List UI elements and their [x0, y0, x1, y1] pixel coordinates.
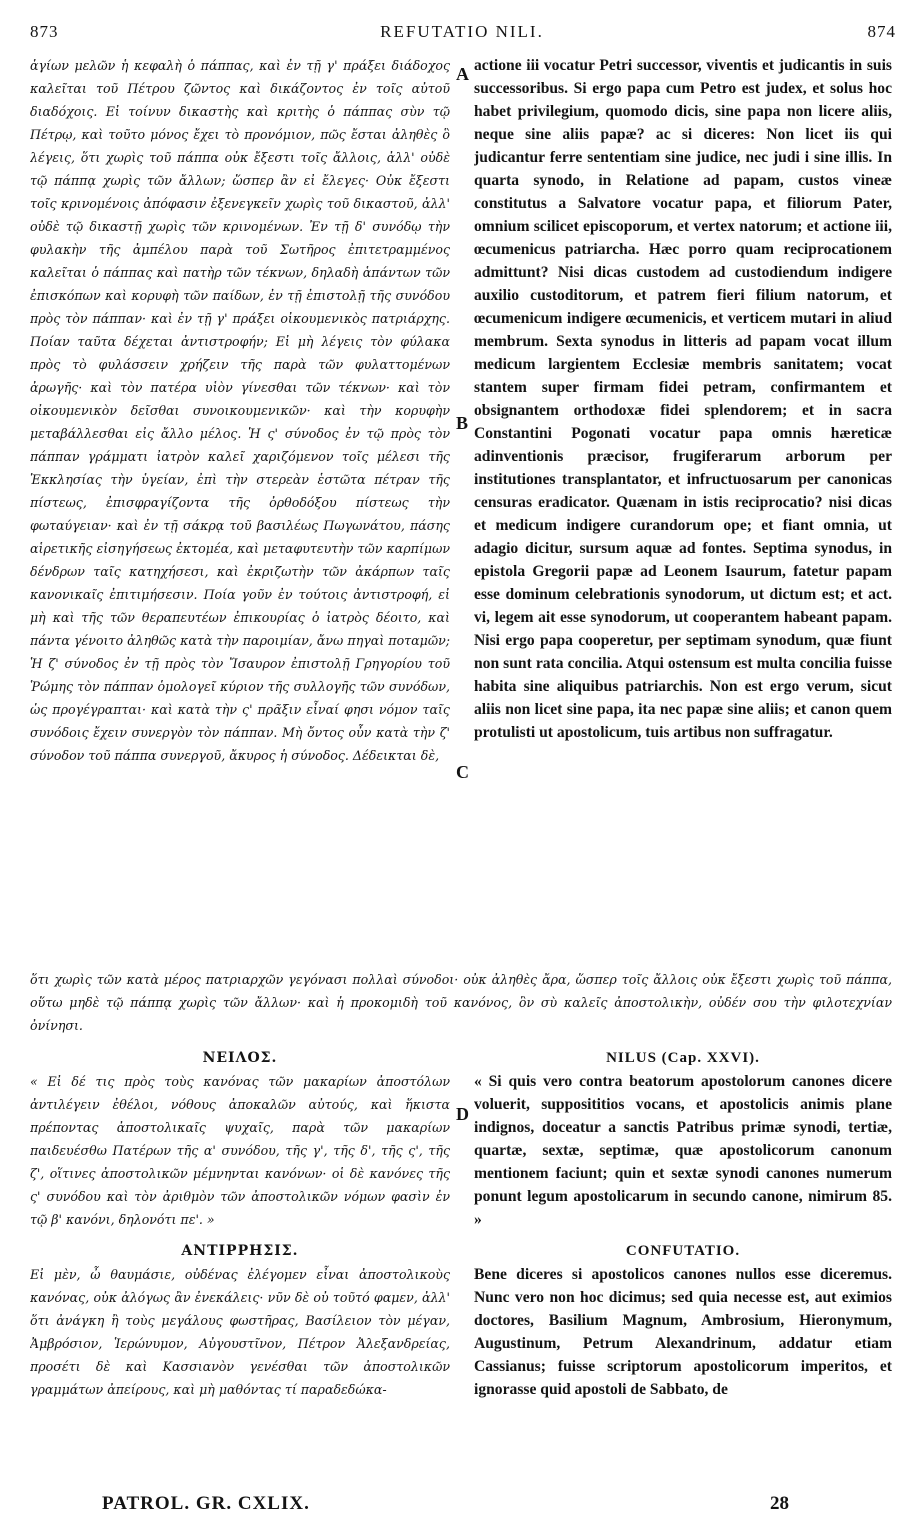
greek-wide-paragraph: ὅτι χωρὶς τῶν κατὰ μέρος πατριαρχῶν γεγόνασι πολλαὶ σύνοδοι· οὐκ ἀληθὲς ἄρα, ὥσπερ τοῖς ἄλλοις οὐκ ἔξεστι χωρὶς τοῦ πάππα, οὕτω μηδὲ τῷ πάππᾳ χωρὶς τῶν ἄλλων· καὶ ἡ προκομιδὴ τοῦ κανόνος, ὃν σὺ καλεῖς ἀποστολικὴν, οὐδέν σου τὴν φιλοτεχνίαν ὀνίνησι.: [30, 972, 892, 1033]
latin-column-bottom: [474, 1046, 892, 1486]
neilos-text: « Εἰ δέ τις πρὸς τοὺς κανόνας τῶν μακαρίων ἀποστόλων ἀντιλέγειν ἐθέλοι, νόθους ἀποκαλῶν αὐτούς, καὶ ἥκιστα πρέποντας ἀποστολικαῖς ψυχαῖς, παρὰ τῶν μακαρίων παιδευέσθω Πατέρων τῆς α' συνόδου, τῆς γ', τῆς δ', τῆς ς', τῆς ζ', οἵτινες ἀποστολικῶν μέμνηνται κανόνων· οἱ δὲ κανόνες τῆς ς' συνόδου καὶ τὸν ἀριθμὸν τῶν ἀποστολικῶν νόμων φασὶν ἐν τῷ β' κανόνι, δηλονότι πε'. »: [30, 1074, 450, 1227]
nilus-text: « Si quis vero contra beatorum apostolorum canones dicere voluerit, supposititios vocans, et apostolicis animis plane indignos, doceatur a sanctis Patribus primæ synodi, tertiæ, quartæ, sextæ, septimæ, quæ apostolicorum canonum mentionem faciunt; quin et sextæ synodi canones numerum ponunt legum apostolicarum in secundo canone, nimirum 85. »: [474, 1073, 892, 1228]
section-title-neilos: ΝΕΙΛΟΣ.: [202, 1050, 278, 1066]
section-title-antirrhesis: ΑΝΤΙΡΡΗΣΙΣ.: [181, 1243, 299, 1259]
greek-wide-block: [30, 968, 892, 1038]
page-number-left: 873: [30, 22, 59, 41]
margin-marker-a: A: [456, 64, 469, 84]
footer-gathering-number: 28: [770, 1493, 789, 1514]
section-title-confutatio: CONFUTATIO.: [625, 1243, 741, 1259]
greek-column-bottom: [30, 1046, 450, 1486]
footer-signature: PATROL. GR. CXLIX.: [102, 1493, 310, 1514]
margin-marker-c: C: [456, 762, 469, 782]
margin-marker-d: D: [456, 1104, 469, 1124]
margin-marker-b: B: [456, 413, 469, 433]
running-title: REFUTATIO NILI.: [380, 22, 544, 41]
antirrhesis-text: Εἰ μὲν, ὦ θαυμάσιε, οὐδένας ἐλέγομεν εἶναι ἀποστολικοὺς κανόνας, οὐκ ἀλόγως ἂν ἐνεκάλεις· νῦν δὲ οὐ τοῦτό φαμεν, ἀλλ' ὅτι ἀνάγκη ἢ τοὺς μεγάλους φωστῆρας, Βασίλειον τὸν μέγαν, Ἀμβρόσιον, Ἱερώνυμον, Αὐγουστῖνον, Πέτρον Ἀλεξανδρείας, προσέτι δὲ καὶ Κασσιανὸν γενέσθαι τῶν ἀποστολικῶν γραμμάτων ἀπείρους, καὶ μὴ μαθόντας τί παραδεδώκα-: [30, 1267, 450, 1397]
greek-paragraph-top: ἁγίων μελῶν ἡ κεφαλὴ ὁ πάππας, καὶ ἐν τῇ γ' πράξει διάδοχος καλεῖται τοῦ Πέτρου ζῶντος καὶ δικάζοντος ἐν τοῖς αὐτοῦ διαδόχοις. Εἰ τοίνυν δικαστὴς καὶ κριτὴς ὁ πάππας σὺν τῷ Πέτρῳ, καὶ τοῦτο μόνος ἔχει τὸ προνόμιον, πῶς ἔσται ἀληθὲς ὃ λέγεις, ὅτι χωρὶς τοῦ πάππα οὐκ ἔξεστι τοῖς ἄλλοις, ἀλλ' οὐδὲ τῷ πάππᾳ χωρὶς τῶν ἄλλων; ὥσπερ ἂν εἰ ἔλεγες· Οὐκ ἔξεστι τοῖς κρινομένοις ἀπόφασιν ἐξενεγκεῖν χωρὶς τοῦ δικαστοῦ, ἀλλ' οὐδὲ τῷ δικαστῇ χωρὶς τῶν κρινομένων. Ἐν τῇ δ' συνόδῳ τὴν φυλακὴν τῆς ἀμπέλου παρὰ τοῦ Σωτῆρος ἐπιτετραμμένος καλεῖται ὁ πάππας καὶ πατὴρ τῶν τέκνων, δηλαδὴ ἁπάντων τῶν ἐπισκόπων καὶ κορυφὴ τῶν παίδων, ἐν τῇ ἐπιστολῇ τῆς συνόδου πρὸς τὸν πάππαν· καὶ ἐν τῇ γ' πράξει οἰκουμενικὸς πατριάρχης. Ποίαν ταῦτα δέχεται ἀντιστροφήν; Εἰ μὴ λέγεις τὸν φύλακα πρὸς τὸ φυλάσσειν χρήζειν τῆς παρὰ τῶν φυλαττομένων ἀρωγῆς· καὶ τὸν πατέρα υἱὸν γίνεσθαι τῶν τέκνων· καὶ τὸν οἰκουμενικὸν δεῖσθαι συνοικουμενικῶν· καὶ τὴν κορυφὴν μεταβάλλεσθαι εἰς ἄλλο μέλος. Ἡ ς' σύνοδος ἐν τῷ πρὸς τὸν πάππαν γράμματι ἰατρὸν καλεῖ χαριζόμενον τοῖς μέλεσι τῆς Ἐκκλησίας τὴν ὑγείαν, ἐπὶ τὴν στερεὰν ἑστῶτα πέτραν τῆς πίστεως, ἐπισφραγίζοντα τῆς ὀρθοδόξου πίστεως τὴν φωταύγειαν· καὶ ἐν τῇ σάκρᾳ τοῦ βασιλέως Πωγωνάτου, πάσης αἱρετικῆς εἰσηγήσεως ἐκτομέα, καὶ μεταφυτευτὴν τῶν καρπίμων δένδρων ταῖς κατηχήσεσι, καὶ ἐκριζωτὴν τῶν ἀκάρπων ταῖς κανονικαῖς ἐπιτιμήσεσιν. Ποία γοῦν ἐν τούτοις ἀντιστροφή, εἰ μὴ καὶ τῆς τῶν θεραπευτέων ἐπικουρίας ὁ ἰατρὸς δέοιτο, καὶ πάντα γένοιτο ἀληθῶς κατὰ τὴν παροιμίαν, ἄνω πηγαὶ ποταμῶν; Ἡ ζ' σύνοδος ἐν τῇ πρὸς τὸν Ἴσαυρον ἐπιστολῇ Γρηγορίου τοῦ Ῥώμης τὸν πάππαν ὁμολογεῖ κύριον τῆς συλλογῆς τῶν συνόδων, ὡς προγέγραπται· καὶ κατὰ τὴν ς' πρᾶξιν εἶναί φησι νόμον ταῖς συνόδοις ἔχειν συνεργὸν τὸν πάππαν. Μὴ ὄντος οὖν κατὰ τὴν ζ' σύνοδον τοῦ πάππα συνεργοῦ, ἄκυρος ἡ σύνοδος. Δέδεικται δὲ,: [30, 58, 450, 763]
confutatio-text: Bene diceres si apostolicos canones nullos esse diceremus. Nunc vero non hoc dicimus; sed quia necesse est, aut eximios doctores, Basilium Magnum, Ambrosium, Hieronymum, Augustinum, Petrum Alexandrinum, addatur etiam Cassianus; fuisse scriptorum apostolicorum imperitos, et ignorasse quid apostoli de Sabbato, de: [474, 1266, 892, 1398]
page-number-right: 874: [867, 22, 896, 41]
greek-column-top: [30, 54, 450, 968]
section-title-nilus: NILUS (Cap. XXVI).: [606, 1050, 760, 1066]
latin-column-top: [474, 54, 892, 968]
latin-paragraph-top: actione iii vocatur Petri successor, viventis et judicantis in suis successoribus. Si ergo papa cum Petro est judex, et solus hoc habet privilegium, quomodo dicis, sine papa non licere aliis, neque sine aliis papæ? ac si diceres: Non licet iis qui judicantur ferre sententiam sine judice, nec judi i sine illis. In quarta synodo, in Relatione ad papam, custos vineæ constitutus a Salvatore vocatur papa, et filiorum Pater, omnium scilicet episcoporum, et vertex natorum; et actione iii, œcumenicus patriarcha. Hæc porro quam reciprocationem admittunt? Nisi dicas custodem ad custodiendum indigere auxilio custoditorum, et patrem fieri filium natorum, et œcumenicum indigere œcumenicis, et verticem mutari in aliud membrum. Sexta synodus in litteris ad papam vocat illum medicum largientem Ecclesiæ membris sanitatem; vocat stantem super firmam fidei petram, confirmantem et obsignantem orthodoxæ fidei splendorem; et in sacra Constantini Pogonati vocatur papa omnis hæreticæ adinventionis præcisor, frugiferarum arborum per institutiones transplantator, et infructuosarum per canonicas censuras eradicator. Quænam in istis reciprocatio? nisi dicas et medicum indigere curandorum ope; et fiant omnia, ut adagio dicitur, sursum aquæ ad fontes. Septima synodus, in epistola Gregorii papæ ad Leonem Isaurum, fatetur papam esse dominum celebrationis synodorum, ut dictum est; et act. vi, legem ait esse synodorum, ut cooperantem habeant papam. Nisi ergo papa cooperetur, per septimam synodum, quæ fiunt non sunt rata concilia. Atqui ostensum est multa concilia fuisse habita sine aliquibus patriarchis. Non est ergo verum, sicut aliis non licet sine papa, ita nec papæ sine aliis; et canon quem protulisti ut apostolicum, tuis artibus non suffragatur.: [474, 57, 892, 741]
